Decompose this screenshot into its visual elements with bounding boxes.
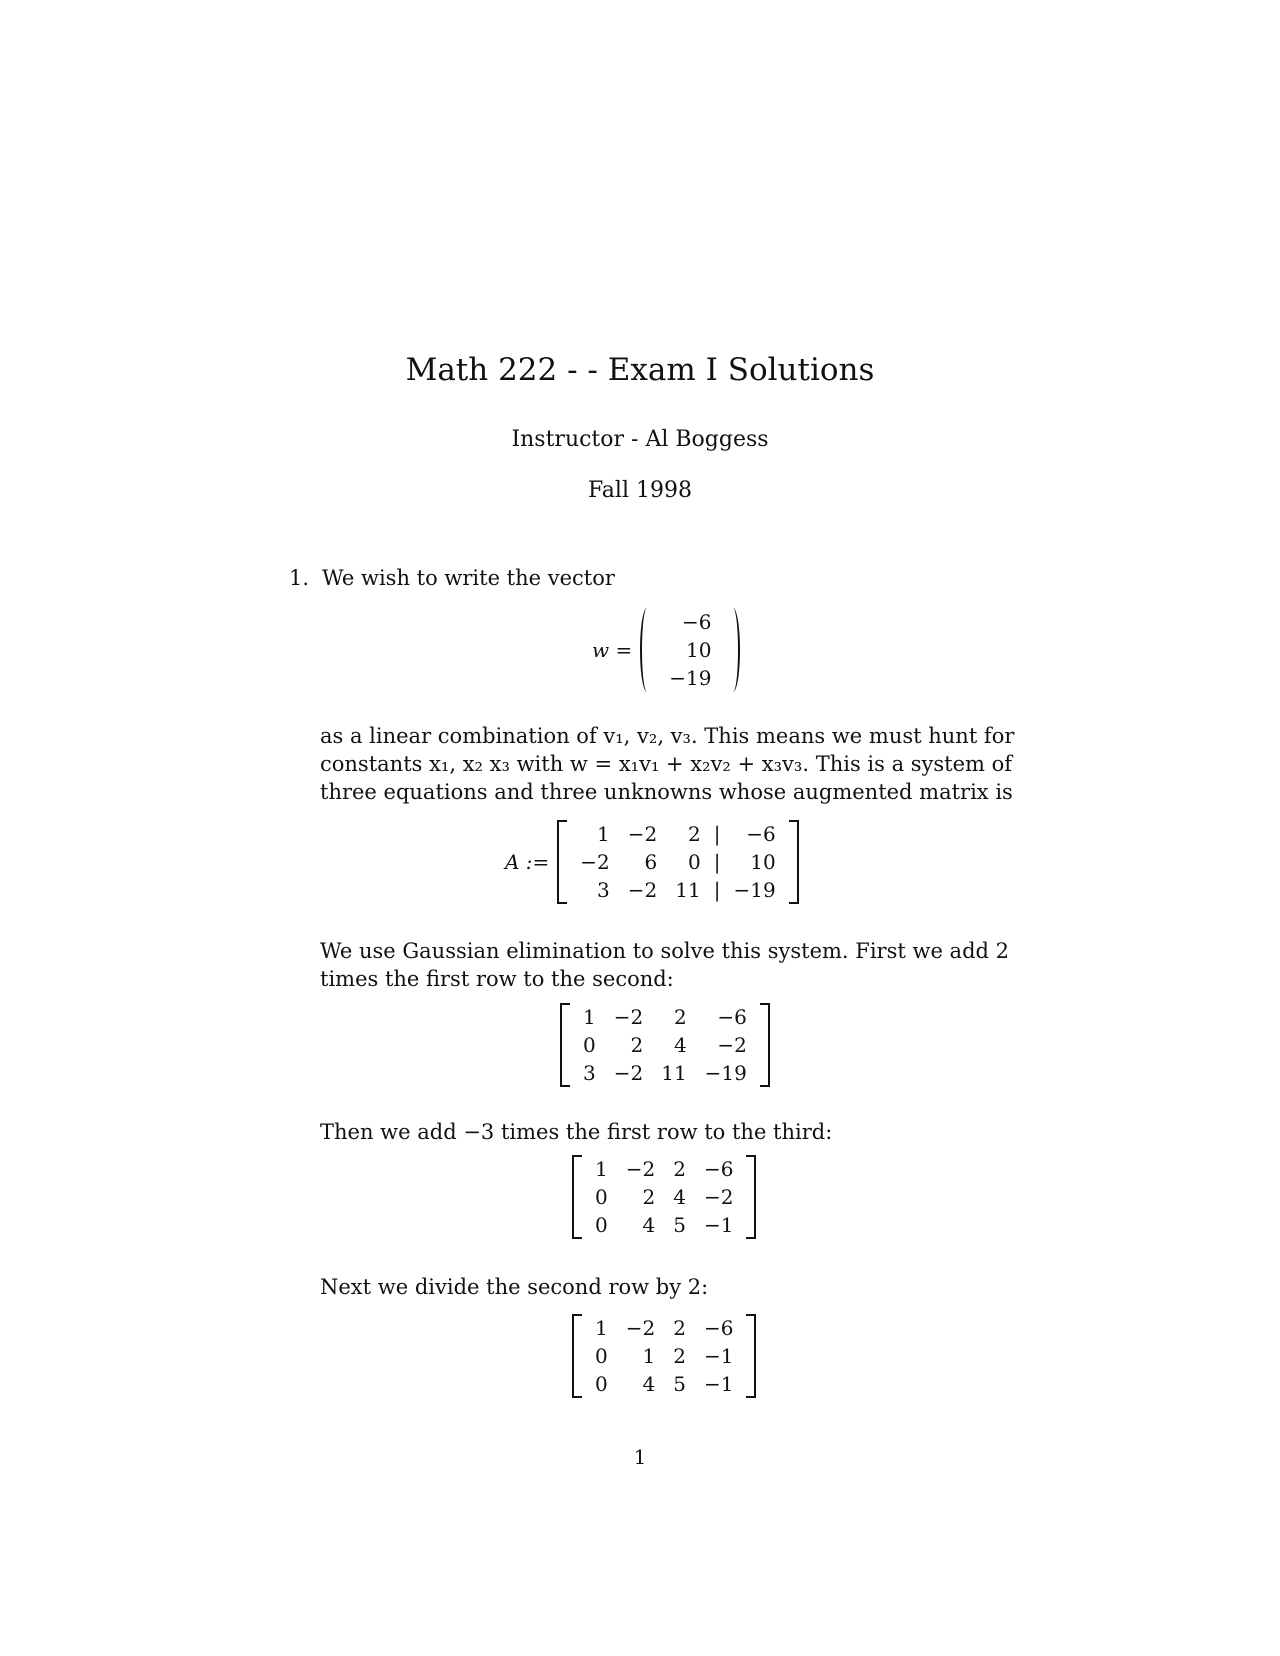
matrix-row — [586, 1211, 742, 1239]
matrix-row — [586, 1183, 742, 1211]
matrix-cell: 2 — [630, 1033, 644, 1057]
matrix-step-1-table — [574, 1003, 756, 1087]
matrix-cell: −2 — [627, 822, 658, 846]
matrix-cell: −1 — [703, 1372, 734, 1396]
matrix-row — [586, 1314, 742, 1342]
right-bracket — [760, 1003, 770, 1087]
matrix-cell: 0 — [595, 1344, 608, 1368]
left-bracket — [572, 1155, 582, 1239]
matrix-cell: −2 — [625, 1316, 656, 1340]
matrix-cell: −2 — [625, 1157, 656, 1181]
matrix-cell: 0 — [595, 1185, 608, 1209]
matrix-cell: 4 — [673, 1033, 687, 1057]
matrix-row — [574, 1003, 756, 1031]
matrix-cell: 0 — [595, 1372, 608, 1396]
matrix-cell: 4 — [642, 1213, 656, 1237]
step2-paragraph: Then we add −3 times the first row to the third: — [320, 1120, 833, 1144]
right-paren — [726, 608, 740, 692]
linear-combination-paragraph: as a linear combination of v₁, v₂, v₃. This means we must hunt for constants x₁, x₂ x₃ with w = x₁v₁ + x₂v₂ + x₃v₃. This is a system of three equations and three unknowns whose augmented matrix is — [320, 724, 1015, 804]
augmented-matrix — [571, 820, 784, 904]
augmented-matrix-equation — [505, 820, 799, 904]
matrix-row — [586, 1370, 742, 1398]
matrix-step-3 — [572, 1314, 756, 1398]
matrix-cell: 1 — [642, 1344, 656, 1368]
vector-w-equation — [592, 608, 740, 692]
matrix-cell: 2 — [673, 1316, 686, 1340]
matrix-cell: −2 — [703, 1185, 734, 1209]
matrix-cell: 1 — [595, 1157, 608, 1181]
matrix-step-2 — [572, 1155, 756, 1239]
augment-separator: | — [713, 878, 721, 902]
right-bracket — [789, 820, 799, 904]
page-title: Math 222 - - Exam I Solutions — [405, 352, 875, 388]
matrix-cell: −6 — [717, 1005, 747, 1029]
right-bracket — [746, 1314, 756, 1398]
matrix-step-3-table — [586, 1314, 742, 1398]
matrix-row — [574, 1059, 756, 1087]
matrix-cell: 2 — [673, 1005, 687, 1029]
vector-w-label: w = — [592, 638, 633, 662]
left-paren — [640, 608, 654, 692]
matrix-cell: 1 — [595, 1316, 608, 1340]
matrix-cell: 4 — [642, 1372, 656, 1396]
matrix-row — [586, 1342, 742, 1370]
matrix-row — [571, 820, 784, 848]
vector-entry: −6 — [681, 610, 712, 634]
matrix-cell: 0 — [583, 1033, 596, 1057]
matrix-cell: −1 — [703, 1213, 734, 1237]
matrix-cell: −6 — [703, 1157, 734, 1181]
matrix-cell: 2 — [673, 1157, 686, 1181]
left-bracket — [560, 1003, 570, 1087]
matrix-cell: −2 — [613, 1061, 644, 1085]
matrix-cell: −1 — [703, 1344, 734, 1368]
matrix-cell: 5 — [673, 1372, 686, 1396]
left-bracket — [572, 1314, 582, 1398]
matrix-row — [574, 1031, 756, 1059]
augmented-matrix-label: A := — [505, 850, 550, 874]
matrix-row — [571, 848, 784, 876]
matrix-cell: 10 — [750, 850, 776, 874]
page-number: 1 — [633, 1445, 647, 1469]
matrix-row — [571, 876, 784, 904]
augment-separator: | — [713, 822, 721, 846]
matrix-cell: 1 — [597, 822, 610, 846]
matrix-cell: 11 — [661, 1061, 687, 1085]
augment-separator: | — [713, 850, 721, 874]
matrix-step-1 — [560, 1003, 770, 1087]
matrix-cell: 2 — [687, 822, 701, 846]
matrix-cell: −6 — [746, 822, 776, 846]
right-bracket — [746, 1155, 756, 1239]
vector-entry: 10 — [686, 638, 712, 662]
left-bracket — [557, 820, 567, 904]
matrix-cell: 3 — [583, 1061, 596, 1085]
matrix-cell: −2 — [613, 1005, 644, 1029]
matrix-cell: 6 — [644, 850, 658, 874]
matrix-row — [586, 1155, 742, 1183]
matrix-cell: 0 — [687, 850, 701, 874]
matrix-cell: 3 — [597, 878, 610, 902]
matrix-cell: 1 — [583, 1005, 596, 1029]
matrix-cell: 5 — [673, 1213, 686, 1237]
step3-paragraph: Next we divide the second row by 2: — [320, 1275, 709, 1299]
matrix-cell: −2 — [717, 1033, 747, 1057]
matrix-cell: −6 — [703, 1316, 734, 1340]
vector-w-entries — [660, 608, 720, 692]
matrix-cell: −2 — [580, 850, 610, 874]
matrix-cell: −19 — [733, 878, 776, 902]
gaussian-elimination-paragraph: We use Gaussian elimination to solve this system. First we add 2 times the first row to the second: — [320, 939, 1010, 991]
matrix-cell: 4 — [673, 1185, 686, 1209]
matrix-cell: −19 — [704, 1061, 747, 1085]
matrix-cell: −2 — [627, 878, 658, 902]
matrix-cell: 2 — [673, 1344, 686, 1368]
vector-entry: −19 — [669, 666, 712, 690]
problem-intro: We wish to write the vector — [322, 566, 615, 590]
instructor-line: Instructor - Al Boggess — [511, 427, 769, 452]
matrix-cell: 0 — [595, 1213, 608, 1237]
matrix-cell: 2 — [642, 1185, 656, 1209]
problem-number: 1. — [289, 566, 310, 590]
matrix-cell: 11 — [675, 878, 701, 902]
matrix-step-2-table — [586, 1155, 742, 1239]
term-line: Fall 1998 — [588, 478, 692, 503]
